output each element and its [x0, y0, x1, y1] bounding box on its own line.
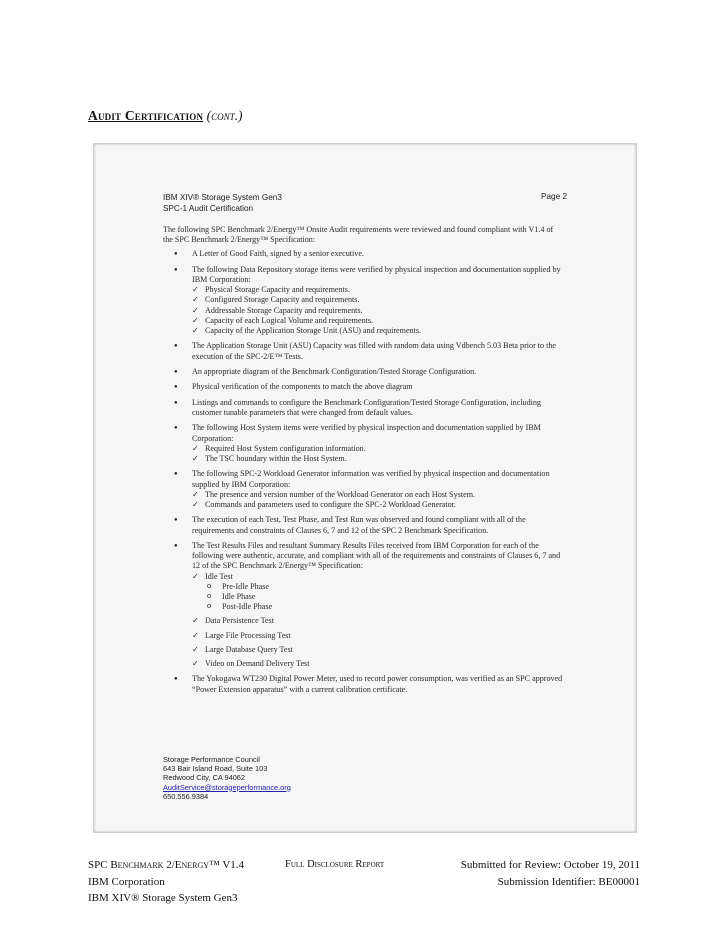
check-item: ✓ Configured Storage Capacity and requirements.: [192, 295, 563, 305]
address-city: Redwood City, CA 94062: [163, 773, 246, 783]
footer-company: IBM Corporation: [88, 876, 165, 888]
letter-page-number: Page 2: [541, 192, 567, 201]
letterhead: [163, 192, 282, 214]
footer-report-type: Full Disclosure Report: [285, 859, 385, 870]
list-item: ● An appropriate diagram of the Benchmark Configuration/Tested Storage Configuration.: [163, 367, 563, 377]
address-phone: 650.556.9384: [163, 791, 209, 801]
check-item: ✓ Idle Test o Pre-Idle Phase o Idle Phase o Post-Idle Phase: [192, 572, 563, 613]
check-item: ✓ Capacity of the Application Storage Unit (ASU) and requirements.: [192, 326, 563, 336]
footer-submission-id: Submission Identifier: BE00001: [497, 876, 640, 888]
check-item: ✓ Video on Demand Delivery Test: [192, 659, 563, 669]
address-street: 643 Bair Island Road, Suite 103: [163, 764, 268, 774]
list-item: ● A Letter of Good Faith, signed by a senior executive.: [163, 249, 563, 259]
letter-intro: The following SPC Benchmark 2/Energy™ Onsite Audit requirements were reviewed and found compliant with V1.4 of the SPC Benchmark 2/Energy™ Specification:: [163, 225, 554, 245]
phase-item: o Post-Idle Phase: [205, 602, 563, 612]
requirements-list: [163, 249, 563, 694]
address-email-link[interactable]: AuditService@storageperformance.org: [163, 782, 291, 792]
check-list: [192, 444, 563, 464]
phase-item: o Idle Phase: [205, 592, 563, 602]
check-list: [192, 285, 563, 336]
check-item: ✓ Capacity of each Logical Volume and requirements.: [192, 316, 563, 326]
list-item: ● The Yokogawa WT230 Digital Power Meter, used to record power consumption, was verified as an SPC approved “Power Extension apparatus” with a current calibration certificate.: [163, 674, 563, 694]
check-item: ✓ The presence and version number of the Workload Generator on each Host System.: [192, 490, 563, 500]
letterhead-product: IBM XIV® Storage System Gen3: [163, 193, 282, 202]
check-item: ✓ Large File Processing Test: [192, 631, 563, 641]
section-title: Audit Certification: [88, 108, 204, 123]
section-heading: [88, 108, 242, 124]
section-continued: (cont.): [206, 108, 243, 123]
list-item: ● Physical verification of the components to match the above diagram: [163, 382, 563, 392]
address-org: Storage Performance Council: [163, 755, 260, 764]
phase-list: [205, 582, 563, 613]
check-item: ✓ Commands and parameters used to configure the SPC-2 Workload Generator.: [192, 500, 563, 510]
letterhead-subject: SPC-1 Audit Certification: [163, 204, 254, 213]
check-item: ✓ Addressable Storage Capacity and requirements.: [192, 306, 563, 316]
phase-item: o Pre-Idle Phase: [205, 582, 563, 592]
check-item: ✓ The TSC boundary within the Host System.: [192, 454, 563, 464]
certification-letter-image: [93, 143, 637, 833]
list-item: ● The Application Storage Unit (ASU) Capacity was filled with random data using Vdbench 5.03 Beta prior to the execution of the SPC-2/E™ Tests.: [163, 341, 563, 361]
list-item: ● The following Host System items were verified by physical inspection and documentation supplied by IBM Corporation: ✓ Required Host System configuration information. ✓ The TSC boundary within the Host System.: [163, 423, 563, 464]
footer-benchmark: SPC Benchmark 2/Energy™ V1.4: [88, 859, 245, 871]
check-item: ✓ Data Persistence Test: [192, 616, 563, 626]
list-item: ● The following SPC-2 Workload Generator information was verified by physical inspection and documentation supplied by IBM Corporation: ✓ The presence and version number of the Workload Generator on each Host System. ✓ Commands and parameters used to configure the SPC-2 Workload Generator.: [163, 469, 563, 510]
letter-body: [163, 225, 563, 700]
check-list: [192, 572, 563, 670]
check-item: ✓ Required Host System configuration information.: [192, 444, 563, 454]
check-item: ✓ Physical Storage Capacity and requirements.: [192, 285, 563, 295]
list-item: ● The execution of each Test, Test Phase, and Test Run was observed and found compliant with all of the requirements and constraints of Clauses 6, 7 and 12 of the SPC 2 Benchmark Specification.: [163, 515, 563, 535]
list-item: ● The following Data Repository storage items were verified by physical inspection and documentation supplied by IBM Corporation: ✓ Physical Storage Capacity and requirements. ✓ Configured Storage Capacity and requirements. ✓ Addressable Storage Capacity and requirements. ✓ Capacity of each Logical Volume and requirements. ✓ Capacity of the Application Storage Unit (ASU) and requirements.: [163, 265, 563, 336]
list-item: ● Listings and commands to configure the Benchmark Configuration/Tested Storage Configuration, including customer tunable parameters that were changed from default values.: [163, 398, 563, 418]
list-item: ● The Test Results Files and resultant Summary Results Files received from IBM Corporation for each of the following were authentic, accurate, and compliant with all of the requirements and constraints of Clauses 6, 7 and 12 of the SPC Benchmark 2/Energy™ Specification: ✓ Idle Test o Pre-Idle Phase o Idle Phase o Post-Idle Phase ✓ Data Persistence Test ✓ Large File Processing Test ✓ Large Database Query Test ✓ Video on Demand Delivery Test: [163, 541, 563, 669]
check-item: ✓ Large Database Query Test: [192, 645, 563, 655]
check-list: [192, 490, 563, 510]
footer-submission-date: Submitted for Review: October 19, 2011: [460, 859, 640, 871]
spc-address-block: [163, 755, 291, 801]
footer-product: IBM XIV® Storage System Gen3: [88, 892, 238, 904]
